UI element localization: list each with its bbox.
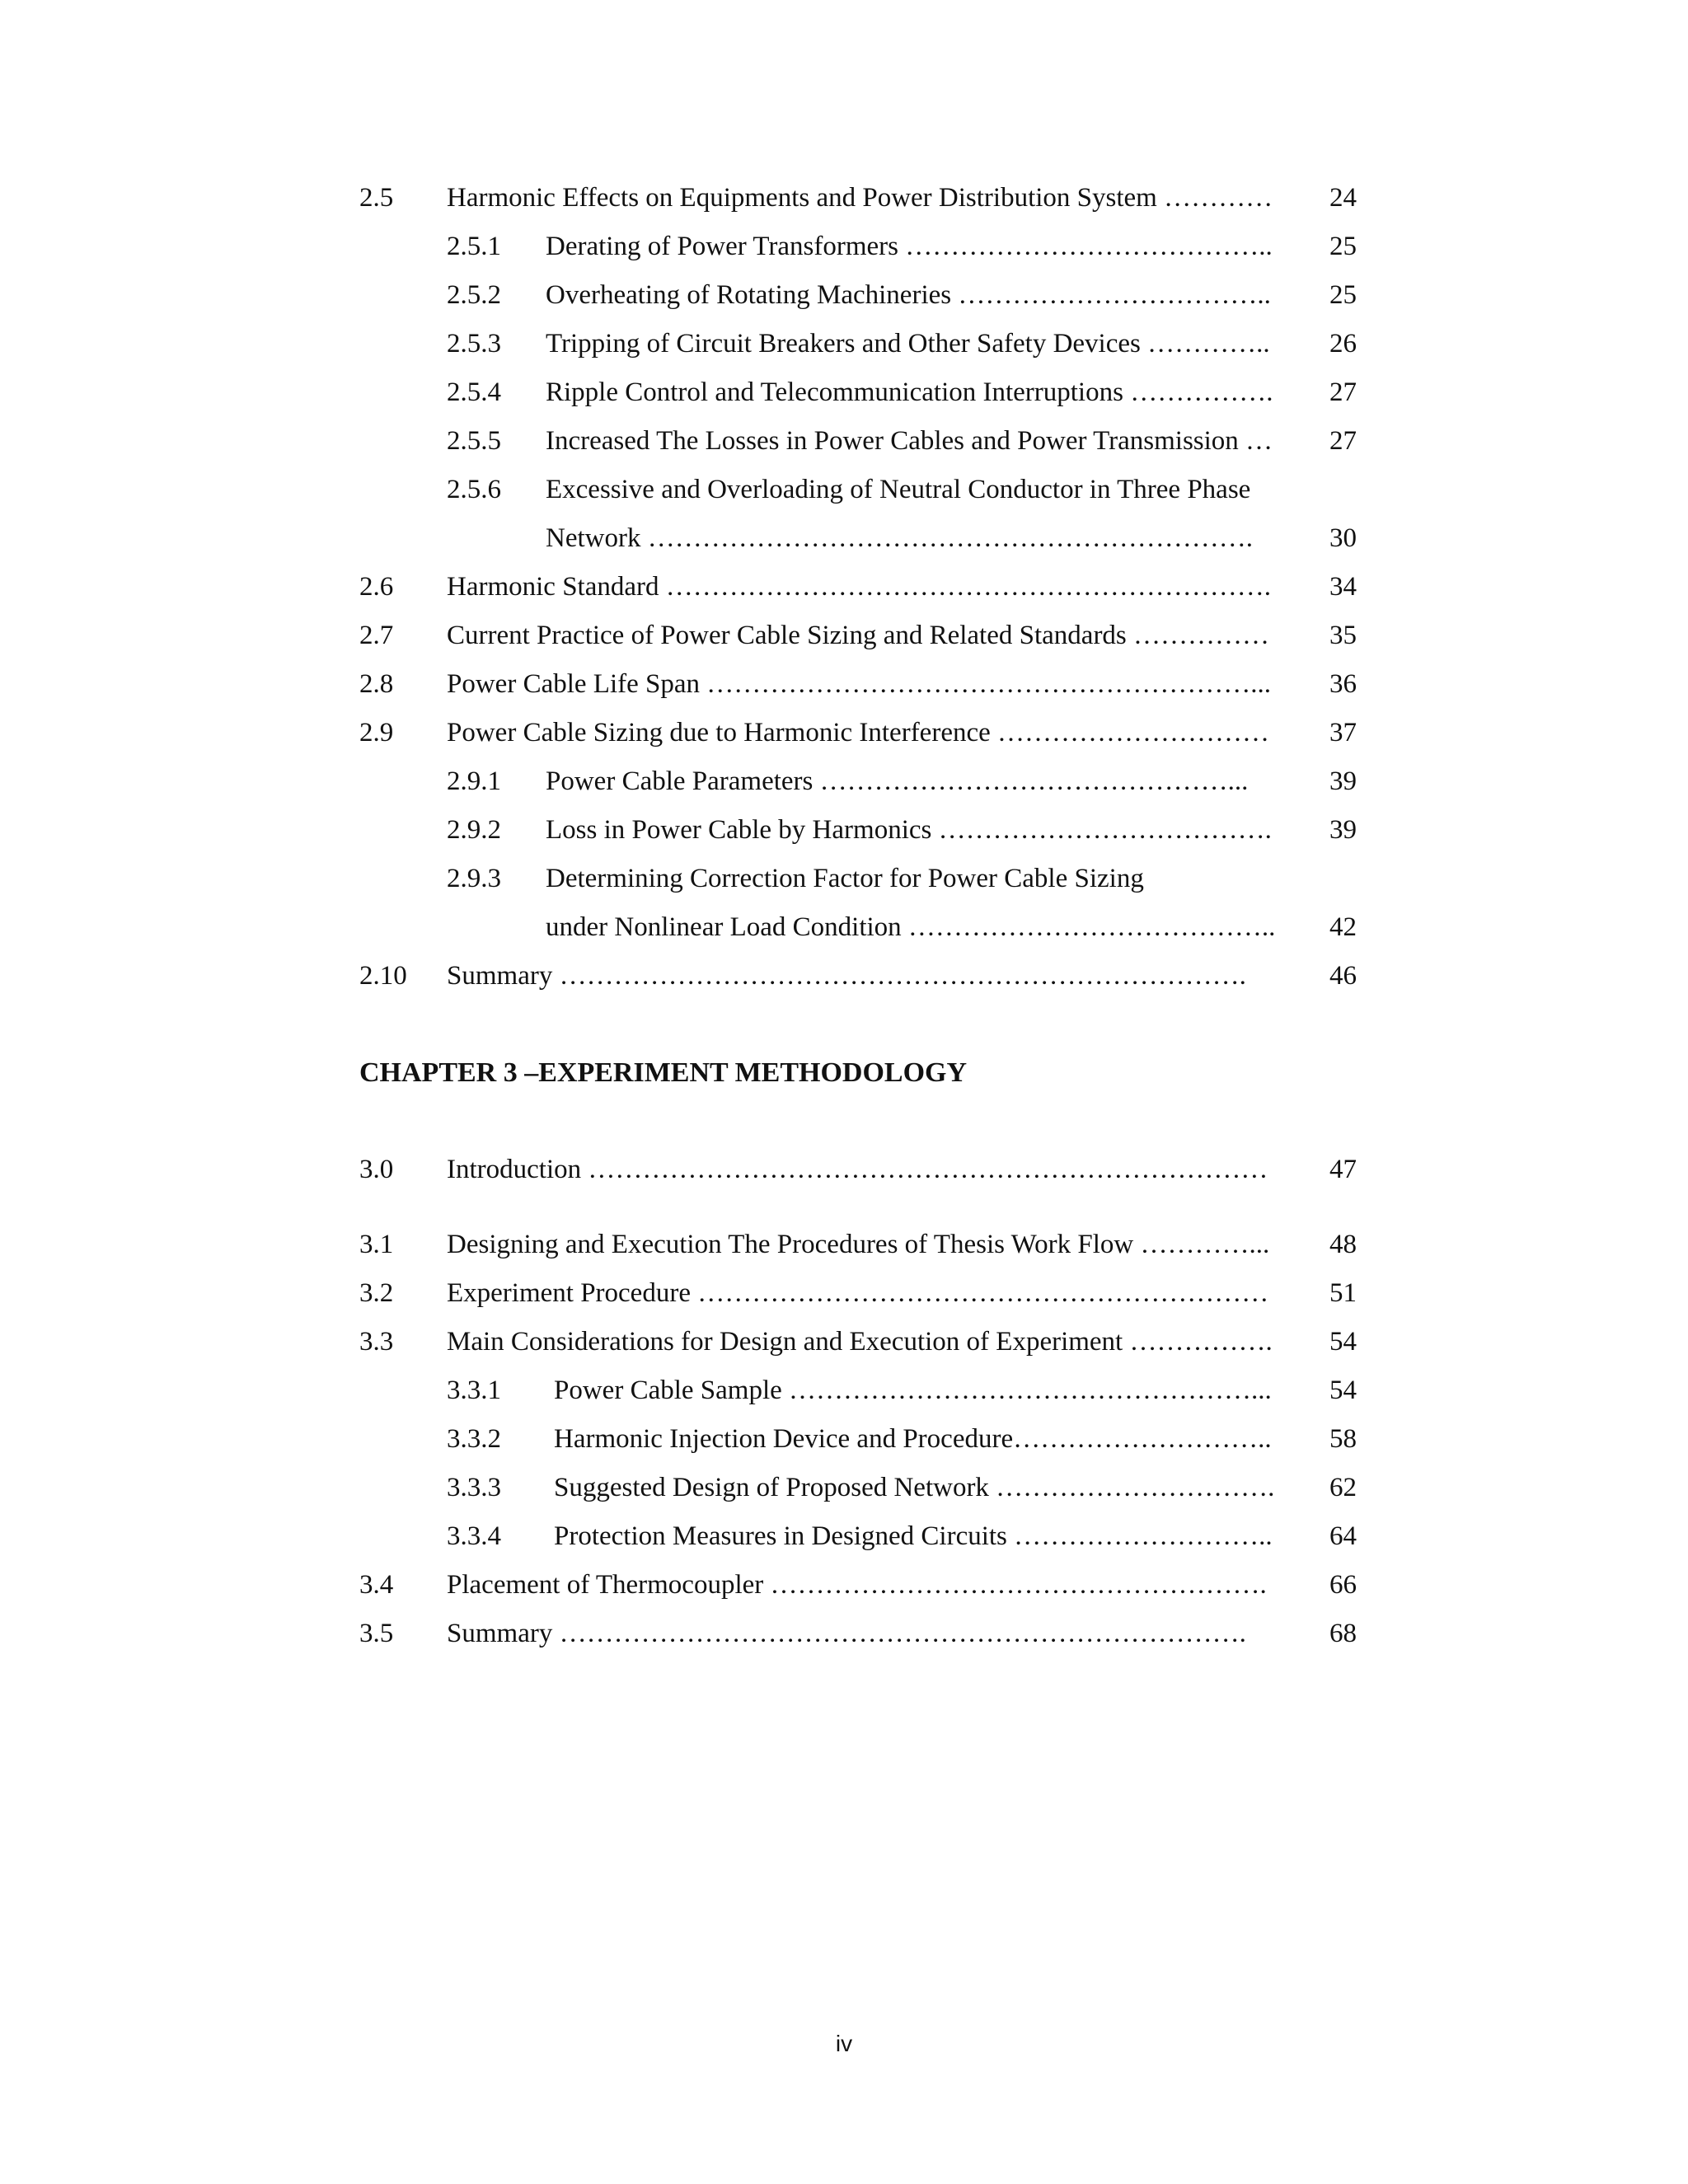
page-number: 27 [1329,377,1357,407]
section-number: 3.3 [359,1327,394,1357]
page-number: 51 [1329,1278,1357,1308]
page-number: 25 [1329,232,1357,261]
section-title: Excessive and Overloading of Neutral Conductor in Three Phase [546,475,1251,504]
toc-entry-2-6 [359,565,1357,608]
section-title-continued: under Nonlinear Load Condition ………………………………….. [546,912,1276,942]
section-title: Introduction ………………………………………………………………… [447,1155,1268,1184]
section-number: 2.9.2 [447,815,501,845]
page-number: 48 [1329,1230,1357,1259]
section-number: 2.5.2 [447,280,501,310]
toc-entry-2-9-1 [359,760,1357,803]
section-title: Overheating of Rotating Machineries …………………………….. [546,280,1271,310]
toc-entry-2-5-6 [359,468,1357,511]
section-number: 3.1 [359,1230,394,1259]
section-title: Increased The Losses in Power Cables and Power Transmission … [546,426,1273,456]
page-number: 27 [1329,426,1357,456]
page-number: 30 [1329,523,1357,553]
section-title: Placement of Thermocoupler ………………………………………………. [447,1570,1267,1600]
toc-entry-2-5-3 [359,322,1357,365]
toc-entry-3-3-4 [359,1515,1357,1558]
section-number: 2.6 [359,572,394,602]
section-number: 3.3.1 [447,1376,501,1405]
page-number: 39 [1329,815,1357,845]
section-number: 2.5.4 [447,377,501,407]
toc-entry-2-9 [359,711,1357,754]
page-number: 35 [1329,621,1357,650]
section-number: 2.9.1 [447,766,501,796]
toc-entry-2-7 [359,614,1357,657]
toc-entry-3-3-1 [359,1369,1357,1412]
section-title: Harmonic Effects on Equipments and Power Distribution System ………… [447,183,1273,213]
section-title: Protection Measures in Designed Circuits ……………………….. [554,1521,1273,1551]
toc-entry-2-5-1 [359,225,1357,268]
toc-entry-3-5 [359,1612,1357,1655]
page-number: 36 [1329,669,1357,699]
section-number: 2.9.3 [447,864,501,893]
section-title: Summary …………………………………………………………………. [447,1619,1246,1648]
footer-page-number: iv [835,2031,853,2056]
page-number: 24 [1329,183,1357,213]
section-title: Suggested Design of Proposed Network …………………………. [554,1473,1275,1502]
section-number: 2.9 [359,718,394,748]
section-title: Derating of Power Transformers ………………………………….. [546,232,1273,261]
section-title: Designing and Execution The Procedures of Thesis Work Flow …………... [447,1230,1270,1259]
page-number: 58 [1329,1424,1357,1454]
section-title: Main Considerations for Design and Execution of Experiment ……………. [447,1327,1273,1357]
section-number: 3.3.3 [447,1473,501,1502]
section-title-continued: Network …………………………………………………………. [546,523,1253,553]
toc-entry-2-5 [359,176,1357,219]
section-title: Ripple Control and Telecommunication Interruptions ……………. [546,377,1273,407]
toc-entry-2-9-3 [359,857,1357,900]
section-title: Power Cable Parameters ………………………………………... [546,766,1249,796]
page-number: 37 [1329,718,1357,748]
toc-entry-2-8 [359,663,1357,705]
toc-entry-3-2 [359,1272,1357,1315]
toc-entry-3-3-2 [359,1418,1357,1460]
toc-entry-3-3-3 [359,1466,1357,1509]
page-number: 54 [1329,1376,1357,1405]
section-number: 3.2 [359,1278,394,1308]
section-number: 2.10 [359,961,407,991]
page-number: 62 [1329,1473,1357,1502]
section-title: Summary …………………………………………………………………. [447,961,1246,991]
section-number: 2.5 [359,183,394,213]
toc-entry-2-5-6-continued [359,517,1357,560]
page-number: 66 [1329,1570,1357,1600]
section-title: Harmonic Injection Device and Procedure……………………….. [554,1424,1272,1454]
toc-entry-2-5-2 [359,274,1357,316]
toc-entry-2-9-2 [359,808,1357,851]
page-number: 68 [1329,1619,1357,1648]
toc-entry-2-5-4 [359,371,1357,414]
section-title: Power Cable Sample ……………………………………………... [554,1376,1272,1405]
page-number: 34 [1329,572,1357,602]
section-title: Current Practice of Power Cable Sizing and Related Standards …………… [447,621,1270,650]
page-number: 42 [1329,912,1357,942]
page-number: 54 [1329,1327,1357,1357]
section-number: 3.3.2 [447,1424,501,1454]
toc-entry-2-5-5 [359,419,1357,462]
page-number: 47 [1329,1155,1357,1184]
section-number: 2.5.6 [447,475,501,504]
section-number: 3.5 [359,1619,394,1648]
section-number: 2.5.1 [447,232,501,261]
section-title: Harmonic Standard …………………………………………………………. [447,572,1272,602]
toc-entry-3-4 [359,1563,1357,1606]
section-number: 3.0 [359,1155,394,1184]
toc-entry-3-0 [359,1148,1357,1191]
chapter-heading: CHAPTER 3 –EXPERIMENT METHODOLOGY [359,1057,968,1088]
page-number: 39 [1329,766,1357,796]
page-number: 26 [1329,329,1357,359]
page-number: 64 [1329,1521,1357,1551]
section-number: 3.3.4 [447,1521,501,1551]
section-title: Power Cable Life Span ……………………………………………………... [447,669,1272,699]
page-number: 25 [1329,280,1357,310]
section-title: Experiment Procedure ……………………………………………………… [447,1278,1269,1308]
section-number: 2.5.5 [447,426,501,456]
toc-entry-2-9-3-continued [359,906,1357,949]
section-title: Loss in Power Cable by Harmonics ………………………………. [546,815,1272,845]
section-title: Power Cable Sizing due to Harmonic Interference ………………………… [447,718,1270,748]
page-number: 46 [1329,961,1357,991]
section-number: 2.7 [359,621,394,650]
section-title: Tripping of Circuit Breakers and Other Safety Devices ………….. [546,329,1270,359]
section-title: Determining Correction Factor for Power Cable Sizing [546,864,1144,893]
section-number: 2.8 [359,669,394,699]
section-number: 2.5.3 [447,329,501,359]
toc-entry-3-1 [359,1223,1357,1266]
section-number: 3.4 [359,1570,394,1600]
toc-entry-3-3 [359,1320,1357,1363]
toc-entry-2-10 [359,954,1357,997]
